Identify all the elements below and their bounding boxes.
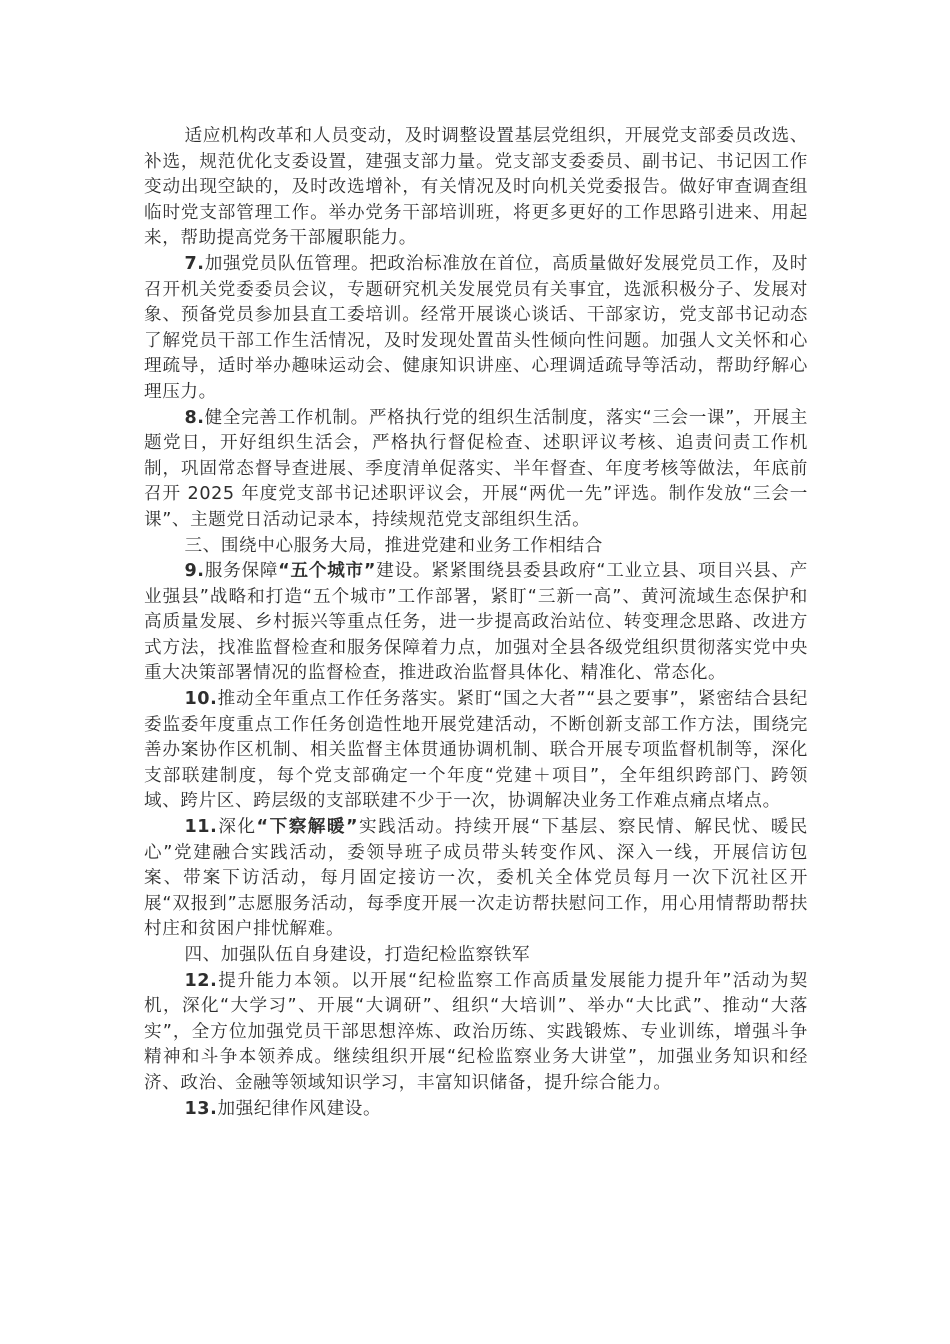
item-number: 11.: [184, 817, 218, 838]
paragraph-text: 加强纪律作风建设。: [217, 1098, 382, 1119]
section-heading-4: [144, 943, 808, 969]
item-number: 8.: [184, 407, 205, 428]
paragraph-text: 紧紧围绕县委县政府“工业立县、项目兴县、产业强县”战略和打造“五个城市”工作部署，紧盯“三新一高”、黄河流域生态保护和高质量发展、乡村振兴等重点任务，进一步提高政治站位、转变理念思路、改进方式方法，找准监督检查和服务保障着力点，加强对全县各级党组织贯彻落实党中央重大决策部署情况的监督检查，推进政治监督具体化、精准化、常态化。: [144, 561, 808, 684]
paragraph-text: 提升能力本领。以开展“纪检监察工作高质量发展能力提升年”活动为契机，深化“大学习”、开展“大调研”、组织“大培训”、举办“大比武”、推动“大落实”，全方位加强党员干部思想淬炼、政治历练、实践锻炼、专业训练，增强斗争精神和斗争本领养成。继续组织开展“纪检监察业务大讲堂”，加强业务知识和经济、政治、金融等领域知识学习，丰富知识储备，提升综合能力。: [144, 970, 808, 1093]
lead-quote: “五个城市”: [278, 561, 377, 582]
paragraph-text: 适应机构改革和人员变动，及时调整设置基层党组织，开展党支部委员改选、补选，规范优化支委设置，建强支部力量。党支部支委委员、副书记、书记因工作变动出现空缺的，及时改选增补，有关情况及时向机关党委报告。做好审查调查组临时党支部管理工作。举办党务干部培训班，将更多更好的工作思路引进来、用起来，帮助提高党务干部履职能力。: [144, 126, 808, 249]
lead-text: 建设。: [376, 561, 432, 582]
lead-text: 深化: [217, 817, 257, 838]
paragraph-text: 持续开展“下基层、察民情、解民忧、暖民心”党建融合实践活动，委领导班子成员带头转变作风、深入一线，开展信访包案、带案下访活动，每月固定接访一次，委机关全体党员每月一次下沉社区开展“双报到”志愿服务活动，每季度开展一次走访帮扶慰问工作，用心用情帮助帮扶村庄和贫困户排忧解难。: [144, 817, 808, 940]
item-number: 13.: [184, 1098, 218, 1119]
section-heading-3: [144, 534, 808, 560]
section-heading-text: 三、围绕中心服务大局，推进党建和业务工作相结合: [184, 535, 603, 556]
paragraph-item-12: [144, 969, 808, 1097]
item-number: 12.: [184, 970, 218, 991]
item-number: 7.: [184, 253, 205, 274]
document-page: [144, 124, 808, 1122]
paragraph-text: 推动全年重点工作任务落实。紧盯“国之大者”“县之要事”，紧密结合县纪委监委年度重点工作任务创造性地开展党建活动，不断创新支部工作方法，围绕完善办案协作区机制、相关监督主体贯通协调机制、联合开展专项监督机制等，深化支部联建制度，每个党支部确定一个年度“党建＋项目”，全年组织跨部门、跨领域、跨片区、跨层级的支部联建不少于一次，协调解决业务工作难点痛点堵点。: [144, 689, 808, 812]
section-heading-text: 四、加强队伍自身建设，打造纪检监察铁军: [184, 945, 531, 965]
lead-text: 实践活动。: [358, 817, 455, 838]
paragraph-item-9: [144, 559, 808, 687]
paragraph-text: 加强党员队伍管理。把政治标准放在首位，高质量做好发展党员工作，及时召开机关党委委员会议，专题研究机关发展党员有关事宜，选派积极分子、发展对象、预备党员参加县直工委培训。经常开展谈心谈话、干部家访，党支部书记动态了解党员干部工作生活情况，及时发现处置苗头性倾向性问题。加强人文关怀和心理疏导，适时举办趣味运动会、健康知识讲座、心理调适疏导等活动，帮助纾解心理压力。: [144, 253, 808, 402]
paragraph-item-7: [144, 252, 808, 406]
paragraph-item-10: [144, 687, 808, 815]
item-number: 9.: [184, 561, 205, 582]
paragraph-text: 健全完善工作机制。严格执行党的组织生活制度，落实“三会一课”，开展主题党日，开好组织生活会，严格执行督促检查、述职评议考核、追责问责工作机制，巩固常态督导查进展、季度清单促落实、半年督查、年度考核等做法，年底前召开 2025 年度党支部书记述职评议会，开展“两优一先”评选。制作发放“三会一课”、主题党日活动记录本，持续规范党支部组织生活。: [144, 407, 808, 530]
paragraph-item-11: [144, 815, 808, 943]
item-number: 10.: [184, 689, 218, 710]
paragraph-item-13: [144, 1097, 808, 1123]
paragraph-item-8: [144, 406, 808, 534]
lead-text: 服务保障: [204, 561, 279, 582]
paragraph-intro: [144, 124, 808, 252]
lead-quote: “下察解暖”: [256, 817, 359, 838]
